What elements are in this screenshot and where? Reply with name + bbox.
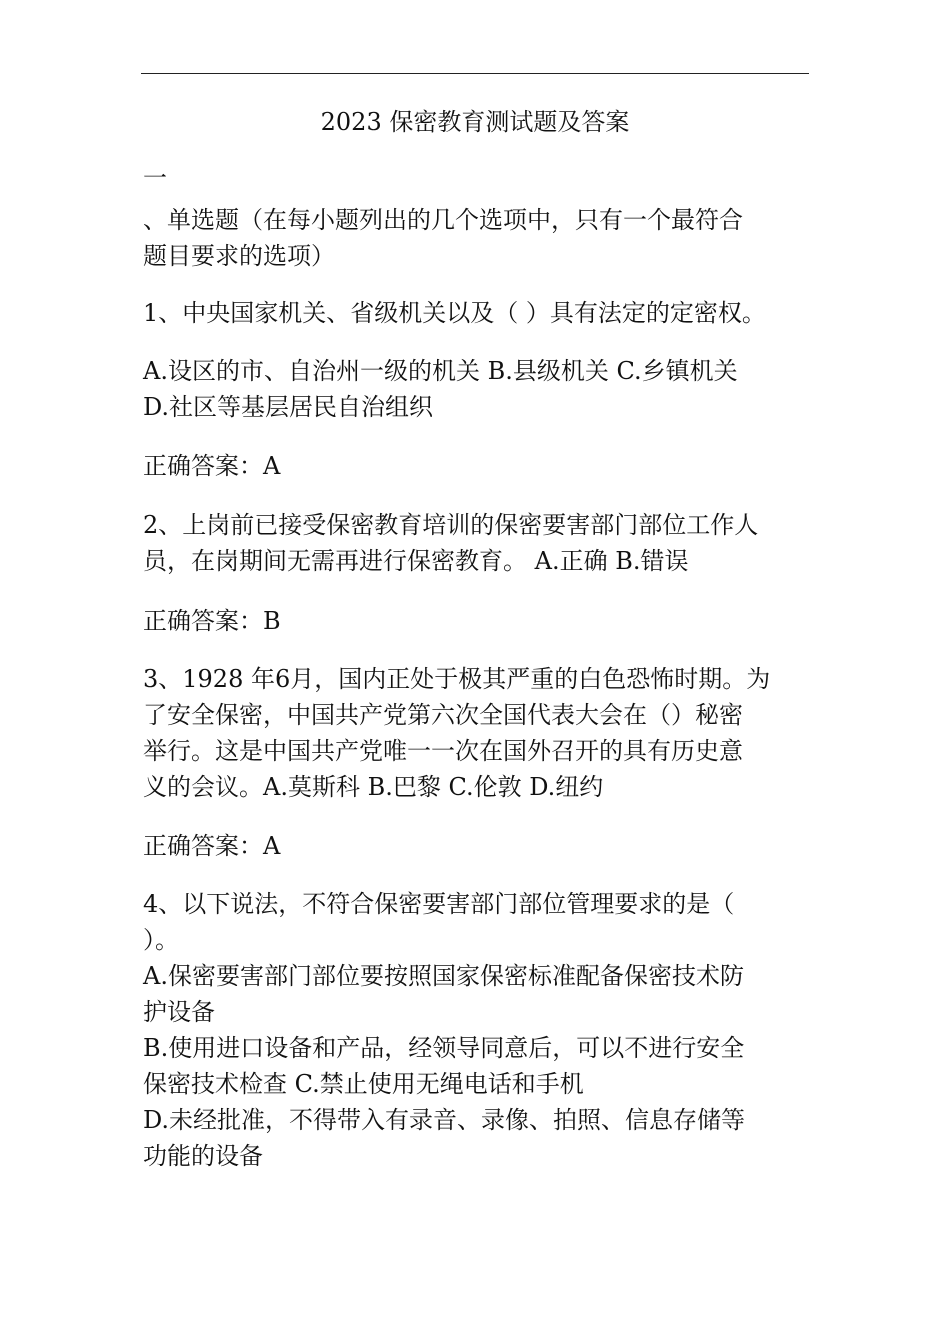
question-stem-line: 护设备 bbox=[143, 998, 215, 1026]
question-option-line: A.设区的市、自治州一级的机关 B.县级机关 C.乡镇机关 bbox=[143, 357, 738, 385]
question-stem-line: A.保密要害部门部位要按照国家保密标准配备保密技术防 bbox=[143, 962, 744, 990]
question-3-answer bbox=[143, 828, 813, 864]
section-heading bbox=[143, 202, 813, 274]
question-4-stem bbox=[143, 886, 813, 1174]
question-stem-line: 2、上岗前已接受保密教育培训的保密要害部门部位工作人 bbox=[143, 511, 759, 539]
section-heading-line: 题目要求的选项） bbox=[143, 242, 335, 270]
question-stem-line: 3、1928 年6月，国内正处于极其严重的白色恐怖时期。为 bbox=[143, 665, 771, 693]
question-2-stem bbox=[143, 507, 813, 579]
question-stem-line: 1、中央国家机关、省级机关以及（ ）具有法定的定密权。 bbox=[143, 299, 766, 327]
question-stem-line: 义的会议。A.莫斯科 B.巴黎 C.伦敦 D.纽约 bbox=[143, 773, 604, 801]
section-number-text: 一 bbox=[143, 164, 167, 192]
question-stem-line: 了安全保密，中国共产党第六次全国代表大会在（）秘密 bbox=[143, 701, 743, 729]
answer-line: 正确答案：A bbox=[143, 832, 281, 860]
document-title: 2023 保密教育测试题及答案 bbox=[320, 108, 630, 136]
question-stem-line: 举行。这是中国共产党唯一一次在国外召开的具有历史意 bbox=[143, 737, 743, 765]
question-option-line: D.社区等基层居民自治组织 bbox=[143, 393, 434, 421]
question-1-options bbox=[143, 353, 813, 425]
question-1-answer bbox=[143, 448, 813, 484]
question-3-stem bbox=[143, 661, 813, 805]
answer-line: 正确答案：A bbox=[143, 452, 281, 480]
question-stem-line: ）。 bbox=[143, 926, 179, 954]
question-stem-line: 功能的设备 bbox=[143, 1142, 263, 1170]
section-heading-line: 、单选题（在每小题列出的几个选项中，只有一个最符合 bbox=[143, 206, 743, 234]
question-stem-line: 员，在岗期间无需再进行保密教育。 A.正确 B.错误 bbox=[143, 547, 689, 575]
question-2-answer bbox=[143, 603, 813, 639]
question-stem-line: D.未经批准，不得带入有录音、录像、拍照、信息存储等 bbox=[143, 1106, 746, 1134]
answer-line: 正确答案：B bbox=[143, 607, 281, 635]
question-1-stem bbox=[143, 295, 813, 331]
question-stem-line: B.使用进口设备和产品，经领导同意后，可以不进行安全 bbox=[143, 1034, 745, 1062]
question-stem-line: 保密技术检查 C.禁止使用无绳电话和手机 bbox=[143, 1070, 584, 1098]
question-stem-line: 4、以下说法，不符合保密要害部门部位管理要求的是（ bbox=[143, 890, 735, 918]
section-number bbox=[143, 160, 813, 196]
header-rule bbox=[141, 73, 809, 74]
